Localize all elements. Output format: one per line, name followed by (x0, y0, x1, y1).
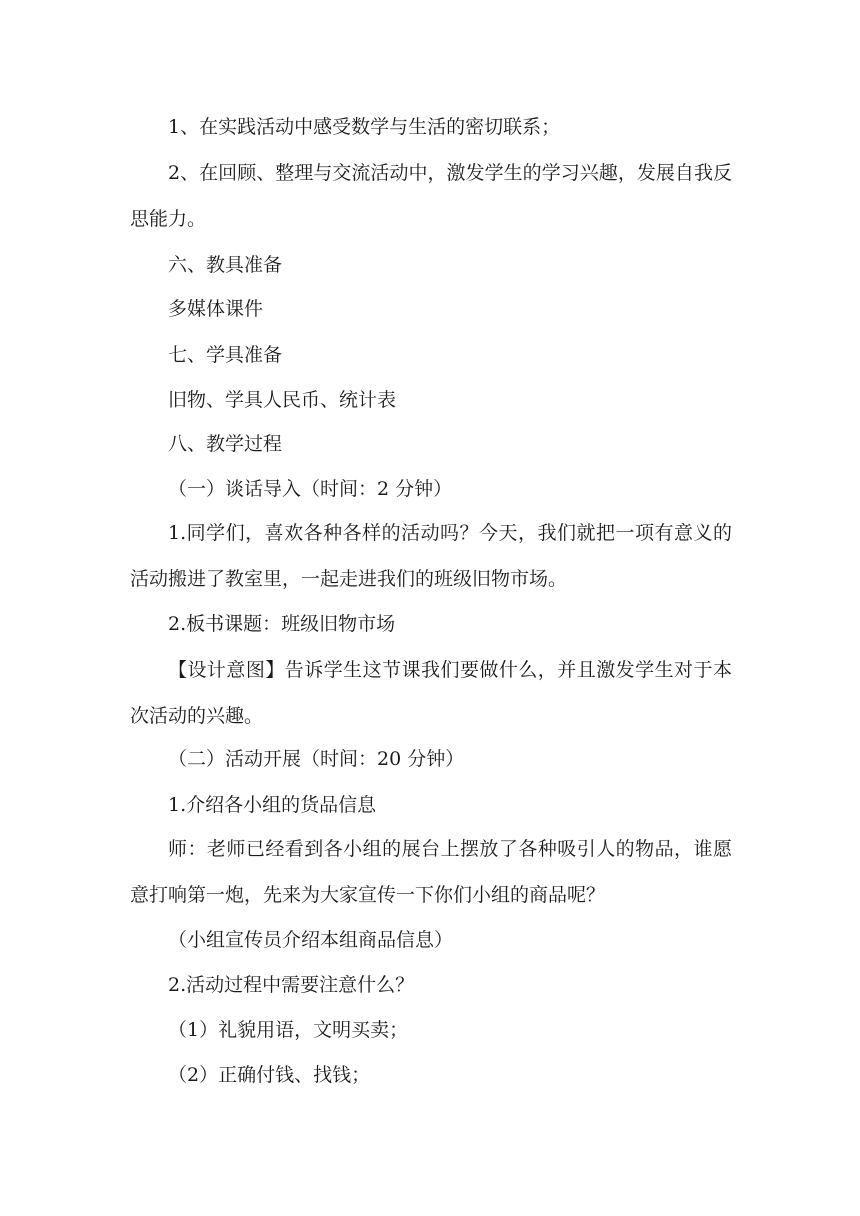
section-heading-teaching-aids: 六、教具准备 (168, 254, 283, 276)
section-heading-learning-aids: 七、学具准备 (168, 344, 283, 366)
teaching-aids-text: 多媒体课件 (168, 298, 264, 320)
rule-item-2: （2）正确付钱、找钱； (168, 1064, 371, 1086)
group-note: （小组宣传员介绍本组商品信息） (168, 929, 454, 951)
subheading-intro: （一）谈话导入（时间：2 分钟） (168, 478, 453, 500)
subheading-activity: （二）活动开展（时间：20 分钟） (168, 748, 465, 770)
rule-item-1: （1）礼貌用语，文明买卖； (168, 1019, 409, 1041)
goal-item-2: 2、在回顾、整理与交流活动中，激发学生的学习兴趣，发展自我反思能力。 (130, 162, 732, 230)
activity-step-2: 2.活动过程中需要注意什么？ (168, 974, 415, 996)
activity-step-1: 1.介绍各小组的货品信息 (168, 794, 377, 816)
section-heading-teaching-process: 八、教学过程 (168, 433, 283, 455)
design-intent: 【设计意图】告诉学生这节课我们要做什么，并且激发学生对于本次活动的兴趣。 (130, 659, 732, 727)
learning-aids-text: 旧物、学具人民币、统计表 (168, 389, 397, 411)
intro-step-1: 1.同学们，喜欢各种各样的活动吗？今天，我们就把一项有意义的活动搬进了教室里，一起走进我们的班级旧物市场。 (130, 522, 732, 590)
teacher-speech: 师：老师已经看到各小组的展台上摆放了各种吸引人的物品，谁愿意打响第一炮，先来为大家宣传一下你们小组的商品呢？ (130, 838, 732, 906)
intro-step-2: 2.板书课题：班级旧物市场 (168, 613, 396, 635)
goal-item-1: 1、在实践活动中感受数学与生活的密切联系； (168, 116, 561, 138)
